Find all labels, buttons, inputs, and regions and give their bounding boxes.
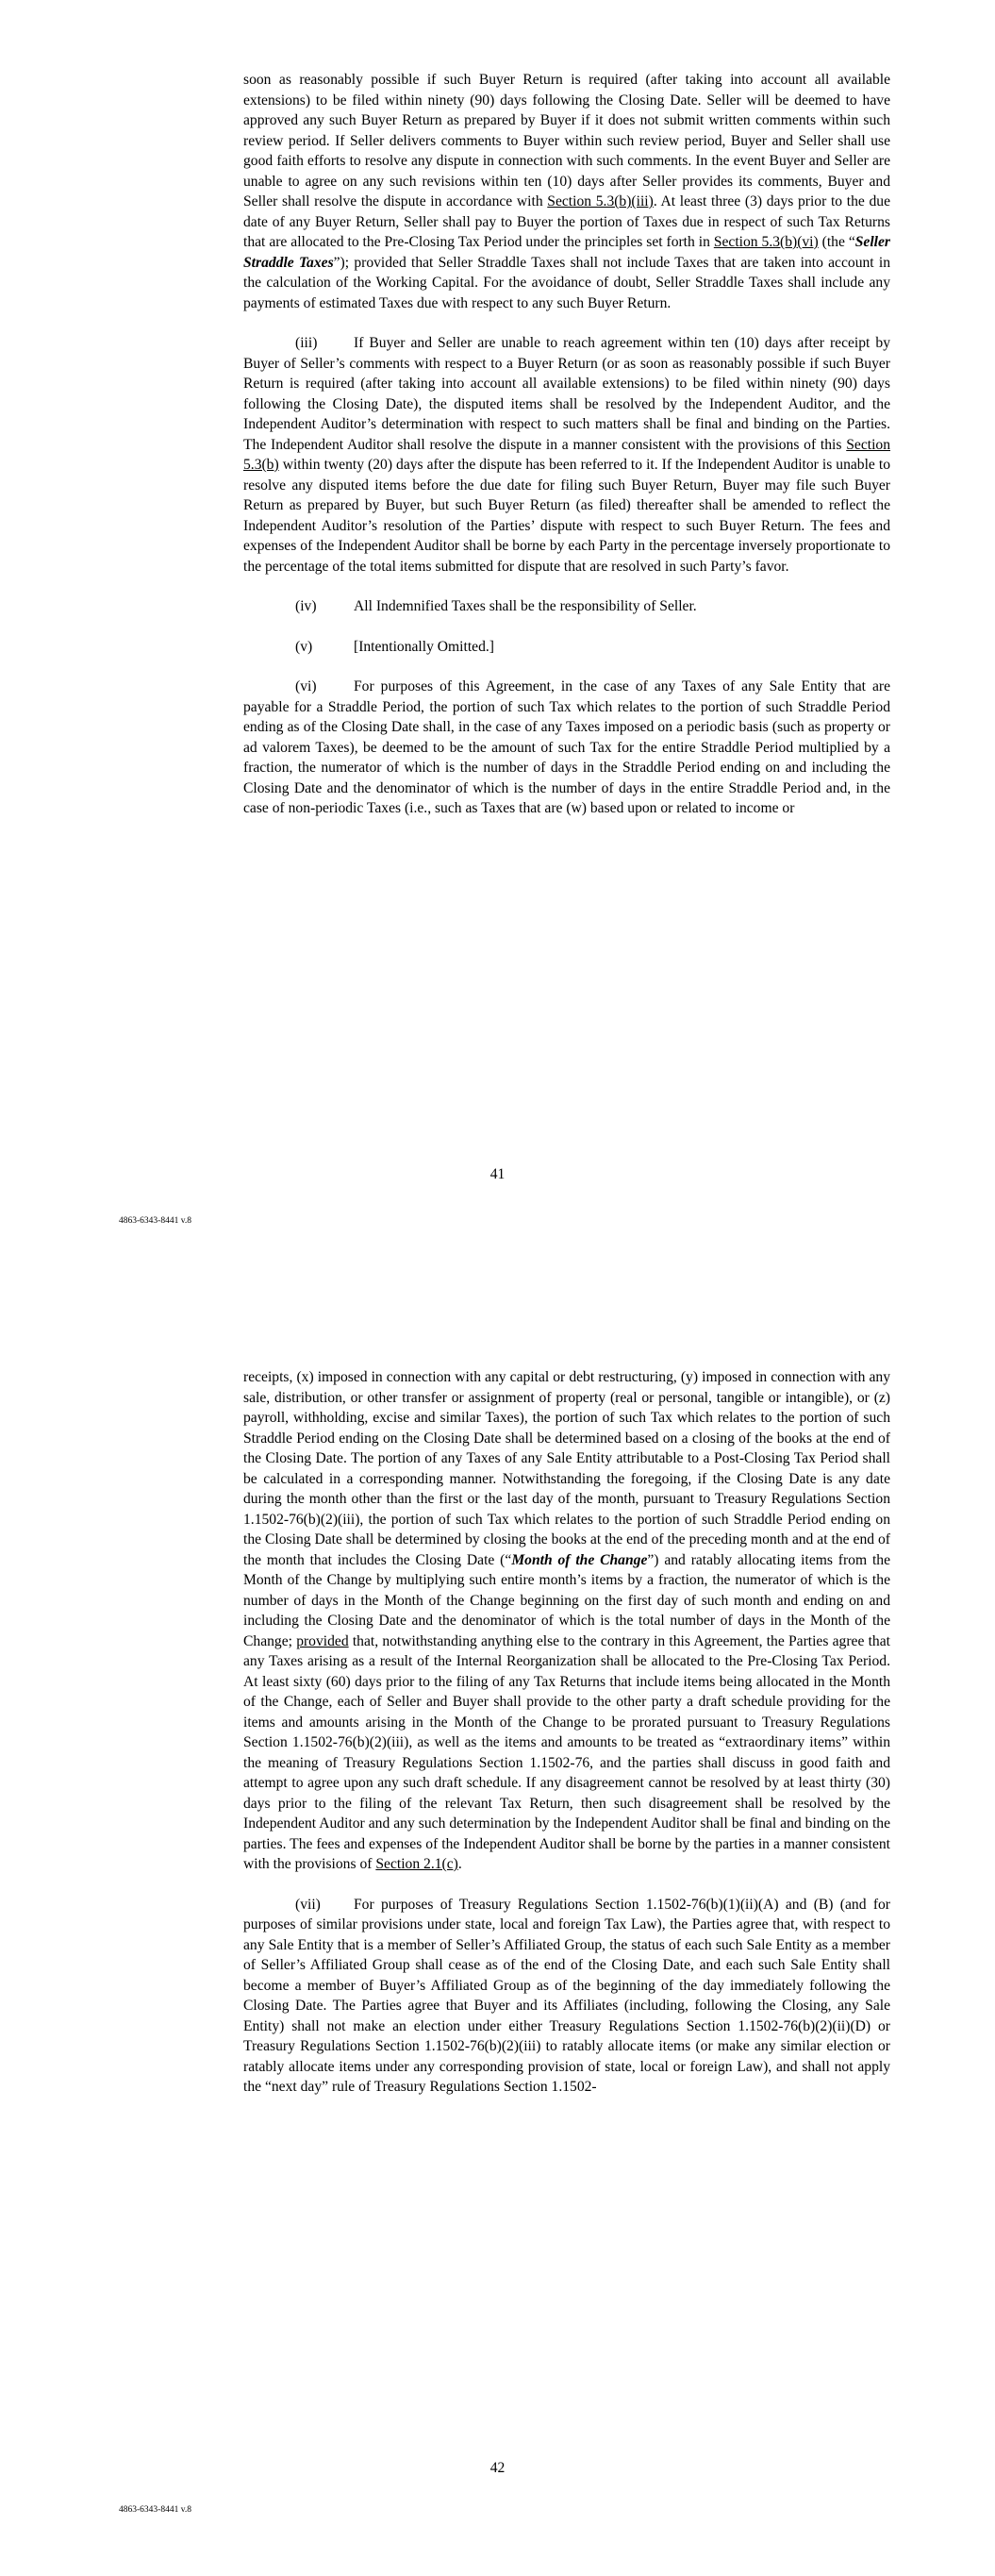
paragraph-iii: (iii) If Buyer and Seller are unable to reach agreement within ten (10) days after receipt by Buyer of Seller’s comments with respect to a Buyer Return (or as soon as reasonably possible if such Buyer Return is required (after taking into account all available extensions) to be filed within ninety (90) days following the Closing Date), the disputed items shall be resolved by the Independent Auditor, and the Independent Auditor’s determination with respect to such matters shall be final and binding on the Parties. The Independent Auditor shall resolve the dispute in a manner consistent with the provisions of this Section 5.3(b) within twenty (20) days after the dispute has been referred to it. If the Independent Auditor is unable to resolve any disputed items before the due date for filing such Buyer Return, Buyer may file such Buyer Return as prepared by Buyer, but such Buyer Return (as filed) thereafter shall be amended to reflect the Independent Auditor’s resolution of the Parties’ dispute with respect to such Buyer Return. The fees and expenses of the Independent Auditor shall be borne by each Party in the percentage inversely proportionate to the percentage of the total items submitted for dispute that are resolved in such Party’s favor. [243,335,890,575]
page-42 [0,1288,995,2576]
clause-label: (v) [295,638,313,655]
paragraph-continued: receipts, (x) imposed in connection with any capital or debt restructuring, (y) imposed in connection with any sale, distribution, or other transfer or assignment of property (real or personal, tangible or intangible), or (z) payroll, withholding, excise and similar Taxes), the portion of such Tax which relates to the portion of such Straddle Period ending on the Closing Date shall be determined based on a closing of the books at the end of the Closing Date. The portion of any Taxes of any Sale Entity attributable to a Post-Closing Tax Period shall be calculated in a corresponding manner. Notwithstanding the foregoing, if the Closing Date is any date during the month other than the first or the last day of the month, pursuant to Treasury Regulations Section 1.1502-76(b)(2)(iii), the portion of such Tax which relates to the portion of such Straddle Period ending on the Closing Date shall be determined by closing the books at the end of the preceding month and at the end of the month that includes the Closing Date (“Month of the Change”) and ratably allocating items from the Month of the Change by multiplying such entire month’s items by a fraction, the numerator of which is the number of days in the Month of the Change beginning on the first day of such month and ending on and including the Closing Date and the denominator of which is the total number of days in the Month of the Change; provided that, notwithstanding anything else to the contrary in this Agreement, the Parties agree that any Taxes arising as a result of the Internal Reorganization shall be allocated to the Pre-Closing Tax Period. At least sixty (60) days prior to the filing of any Tax Returns that include items being allocated in the Month of the Change, each of Seller and Buyer shall provide to the other party a draft schedule providing for the items and amounts arising in the Month of the Change to be prorated pursuant to Treasury Regulations Section 1.1502-76(b)(2)(iii), as well as the items and amounts to be treated as “extraordinary items” within the meaning of Treasury Regulations Section 1.1502-76, and the parties shall discuss in good faith and attempt to agree upon any such draft schedule. If any disagreement cannot be resolved by at least thirty (30) days prior to the filing of the relevant Tax Return, then such disagreement shall be resolved by the Independent Auditor and any such determination by the Independent Auditor shall be final and binding on the parties. The fees and expenses of the Independent Auditor shall be borne by the parties in a manner consistent with the provisions of Section 2.1(c). [243,1369,891,1872]
cross-reference-link: Section 5.3(b) [243,436,890,473]
paragraph-vii: (vii) For purposes of Treasury Regulations Section 1.1502-76(b)(1)(ii)(A) and (B) (and for purposes of similar provisions under state, local and foreign Tax Law), the Parties agree that, with respect to any Sale Entity that is a member of Seller’s Affiliated Group, the status of each such Sale Entity as a member of Seller’s Affiliated Group shall cease as of the end of the Closing Date, and each such Sale Entity shall become a member of Buyer’s Affiliated Group as of the beginning of the day immediately following the Closing Date. The Parties agree that Buyer and its Affiliates (including, following the Closing, any Sale Entity) shall not make an election under either Treasury Regulations Section 1.1502-76(b)(2)(ii)(D) or Treasury Regulations Section 1.1502-76(b)(2)(iii) to ratably allocate items (or make any similar election or ratably allocate items under any corresponding provision of state, local or foreign Law), and shall not apply the “next day” rule of Treasury Regulations Section 1.1502- [243,1896,890,2095]
defined-term: Month of the Change [511,1551,648,1568]
page-41-body [243,70,890,839]
clause-label: (vi) [295,678,317,694]
clause-label: (iii) [295,335,318,351]
document-id: 4863-6343-8441 v.8 [119,1216,191,1226]
page-number: 41 [489,1166,506,1182]
page-42-body [243,1367,890,2117]
paragraph-vi: (vi) For purposes of this Agreement, in the case of any Taxes of any Sale Entity that are payable for a Straddle Period, the portion of such Tax which relates to the portion of such Straddle Period ending as of the Closing Date shall, in the case of any Taxes imposed on a periodic basis (such as property or ad valorem Taxes), be deemed to be the amount of such Tax for the entire Straddle Period multiplied by a fraction, the numerator of which is the number of days in the Straddle Period ending on and including the Closing Date and the denominator of which is the number of days in the entire Straddle Period and, in the case of non-periodic Taxes (i.e., such as Taxes that are (w) based upon or related to income or [243,678,890,816]
clause-label: (iv) [295,598,317,614]
cross-reference-link: Section 2.1(c) [375,1856,458,1872]
provided-term: provided [296,1632,349,1649]
paragraph-v: (v) [Intentionally Omitted.] [243,637,890,658]
page-number: 42 [489,2460,506,2476]
document-id: 4863-6343-8441 v.8 [119,2505,191,2515]
paragraph-iv: (iv) All Indemnified Taxes shall be the responsibility of Seller. [243,596,890,617]
paragraph-continued: soon as reasonably possible if such Buyer Return is required (after taking into account all available extensions) to be filed within ninety (90) days following the Closing Date. Seller will be deemed to have approved any such Buyer Return as prepared by Buyer if it does not submit written comments within such review period. If Seller delivers comments to Buyer within such review period, Buyer and Seller shall use good faith efforts to resolve any dispute in connection with such comments. In the event Buyer and Seller are unable to agree on any such revisions within ten (10) days after Seller provides its comments, Buyer and Seller shall resolve the dispute in accordance with Section 5.3(b)(iii). At least three (3) days prior to the due date of any Buyer Return, Seller shall pay to Buyer the portion of Taxes due in respect of such Tax Returns that are allocated to the Pre-Closing Tax Period under the principles set forth in Section 5.3(b)(vi) (the “Seller Straddle Taxes”); provided that Seller Straddle Taxes shall not include Taxes that are taken into account in the calculation of the Working Capital. For the avoidance of doubt, Seller Straddle Taxes shall include any payments of estimated Taxes due with respect to any such Buyer Return. [243,72,891,311]
clause-label: (vii) [295,1896,321,1913]
cross-reference-link: Section 5.3(b)(iii) [547,193,654,209]
cross-reference-link: Section 5.3(b)(vi) [713,234,819,250]
defined-term: Seller Straddle Taxes [243,234,890,271]
